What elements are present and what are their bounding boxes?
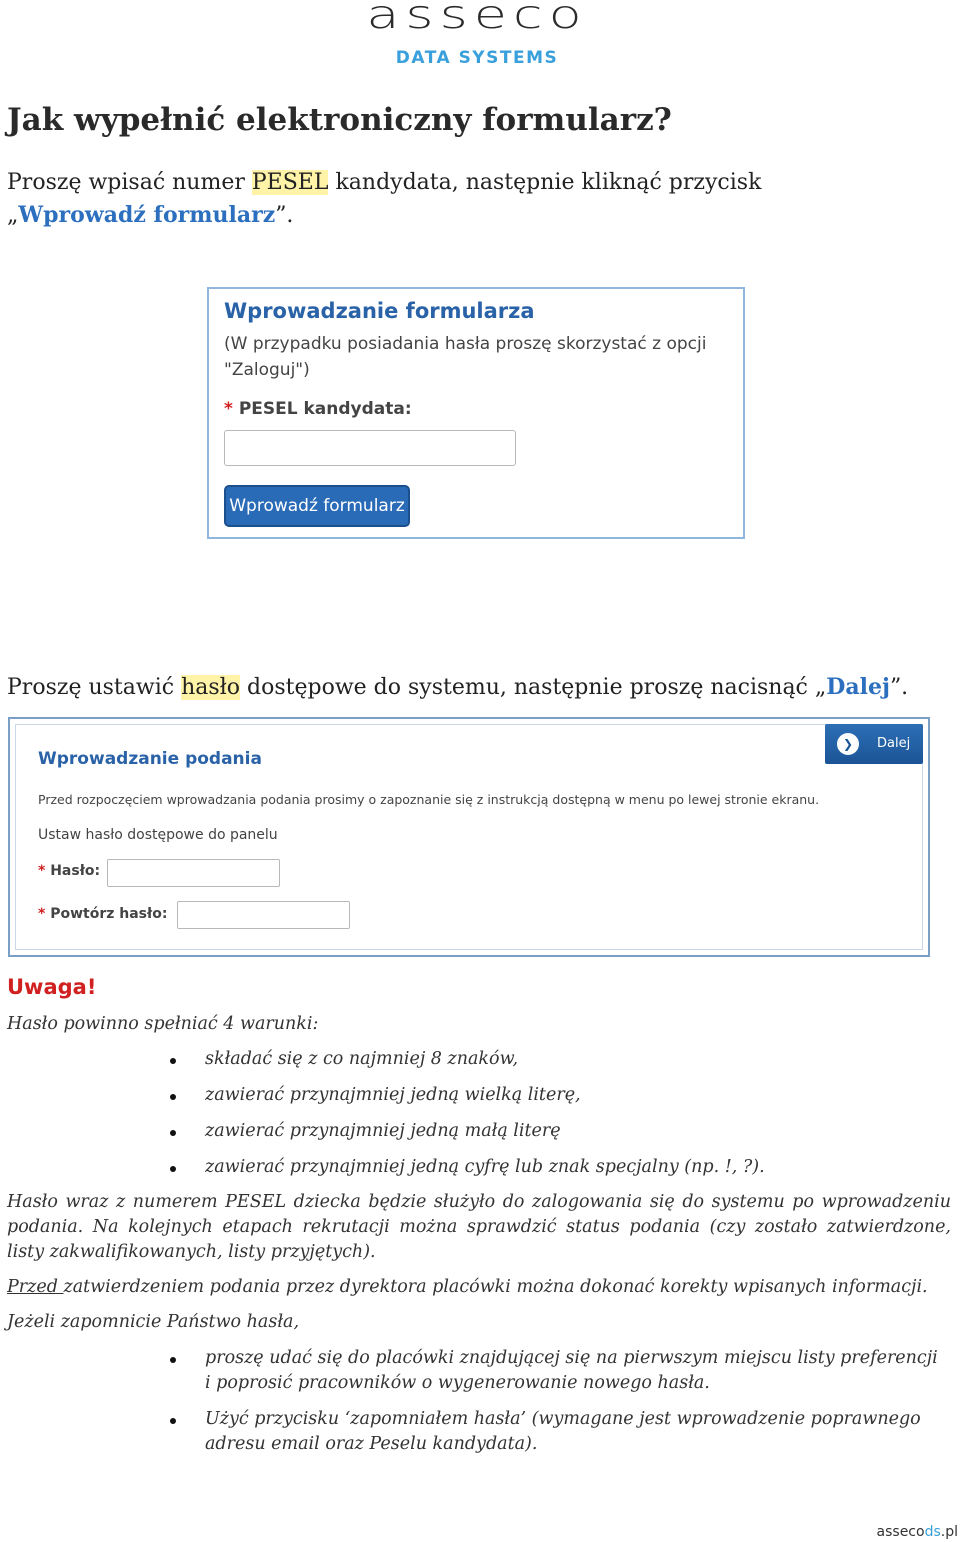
intro1-post: kandydata, następnie kliknąć przycisk [328,170,762,195]
intro-line-1 [7,170,761,195]
footer-post: .pl [940,1524,958,1540]
password-label [38,863,100,879]
next-reference: Dalej [826,674,890,700]
required-mark: * [38,906,46,922]
footer-brand [877,1524,958,1540]
paragraph-line: Hasło wraz z numerem PESEL dziecka będzie służyło do zalogowania się do systemu po wprowadzeniu [7,1192,951,1212]
pesel-label-text: PESEL kandydata: [238,399,412,419]
set-password-label: Ustaw hasło dostępowe do panelu [38,827,278,843]
quote-close-2: ”. [889,675,909,700]
next-button[interactable] [825,724,923,764]
enter-form-button[interactable]: Wprowadź formularz [224,485,410,527]
quote-open: „ [7,203,19,228]
intro1-pre: Proszę wpisać numer [7,170,252,195]
conditions-intro: Hasło powinno spełniać 4 warunki: [7,1014,319,1034]
page-title: Jak wypełnić elektroniczny formularz? [7,102,672,138]
password-label-text: Hasło: [50,863,101,879]
correction-note [7,1277,928,1297]
bullet-dot [170,1094,176,1100]
paragraph-line: podania. Na kolejnych etapach rekrutacji można sprawdzić status podania (czy zostało zatwierdzone, [7,1217,951,1237]
intro-line-3 [7,674,908,700]
paragraph-line: listy zakwalifikowanych, listy przyjętych). [7,1242,376,1262]
quote-close: ”. [275,203,294,228]
forgot-intro: Jeżeli zapomnicie Państwo hasła, [7,1312,300,1332]
application-screenshot [8,717,930,957]
forgot-item-line: proszę udać się do placówki znajdującej się na pierwszym miejscu listy preferencji [205,1348,938,1368]
pesel-label [224,399,412,419]
forgot-item-line: i poprosić pracowników o wygenerowanie nowego hasła. [205,1373,710,1393]
bullet-dot [170,1130,176,1136]
button-reference: Wprowadź formularz [18,202,276,228]
forgot-item-line: adresu email oraz Peselu kandydata). [205,1434,538,1454]
required-mark: * [224,399,233,419]
instruction-text: Przed rozpoczęciem wprowadzania podania prosimy o zapoznanie się z instrukcją dostępną w menu po lewej stronie ekranu. [38,792,820,807]
repeat-label-text: Powtórz hasło: [50,906,168,922]
pesel-input[interactable] [224,430,516,466]
bullet-dot [170,1058,176,1064]
bullet-dot [170,1166,176,1172]
password-input[interactable] [107,859,280,887]
form-title: Wprowadzanie formularza [224,299,535,323]
warning-label: Uwaga! [7,975,97,999]
bullet-dot [170,1357,176,1363]
intro2-post: dostępowe do systemu, następnie proszę nacisnąć „ [240,675,827,700]
password-highlight: hasło [181,675,241,700]
required-mark: * [38,863,46,879]
condition-item: zawierać przynajmniej jedną małą literę [205,1121,561,1141]
repeat-password-input[interactable] [177,901,350,929]
correction-text: zatwierdzeniem podania przez dyrektora placówki można dokonać korekty wpisanych informacji. [63,1277,928,1297]
intro-line-2 [7,202,293,228]
bullet-dot [170,1418,176,1424]
footer-pre: asseco [876,1524,925,1540]
pesel-highlight: PESEL [251,170,329,195]
logo-wordmark: asseco [366,0,588,38]
intro2-pre: Proszę ustawić [7,675,182,700]
underlined-word: Przed [7,1277,64,1297]
arrow-circle-icon: ❯ [837,733,859,755]
form-subtitle: (W przypadku posiadania hasła proszę skorzystać z opcji "Zaloguj") [224,334,707,380]
forgot-item-line: Użyć przycisku ‘zapomniałem hasła’ (wymagane jest wprowadzenie poprawnego [205,1409,921,1429]
logo-subtitle: DATA SYSTEMS [395,48,559,68]
next-button-label: Dalej [877,736,911,751]
condition-item: składać się z co najmniej 8 znaków, [205,1049,519,1069]
footer-ds: ds [924,1524,941,1540]
repeat-password-label [38,906,167,922]
application-title: Wprowadzanie podania [38,749,262,769]
condition-item: zawierać przynajmniej jedną wielką literę, [205,1085,581,1105]
condition-item: zawierać przynajmniej jedną cyfrę lub znak specjalny (np. !, ?). [205,1157,765,1177]
form-entry-screenshot [207,287,745,539]
